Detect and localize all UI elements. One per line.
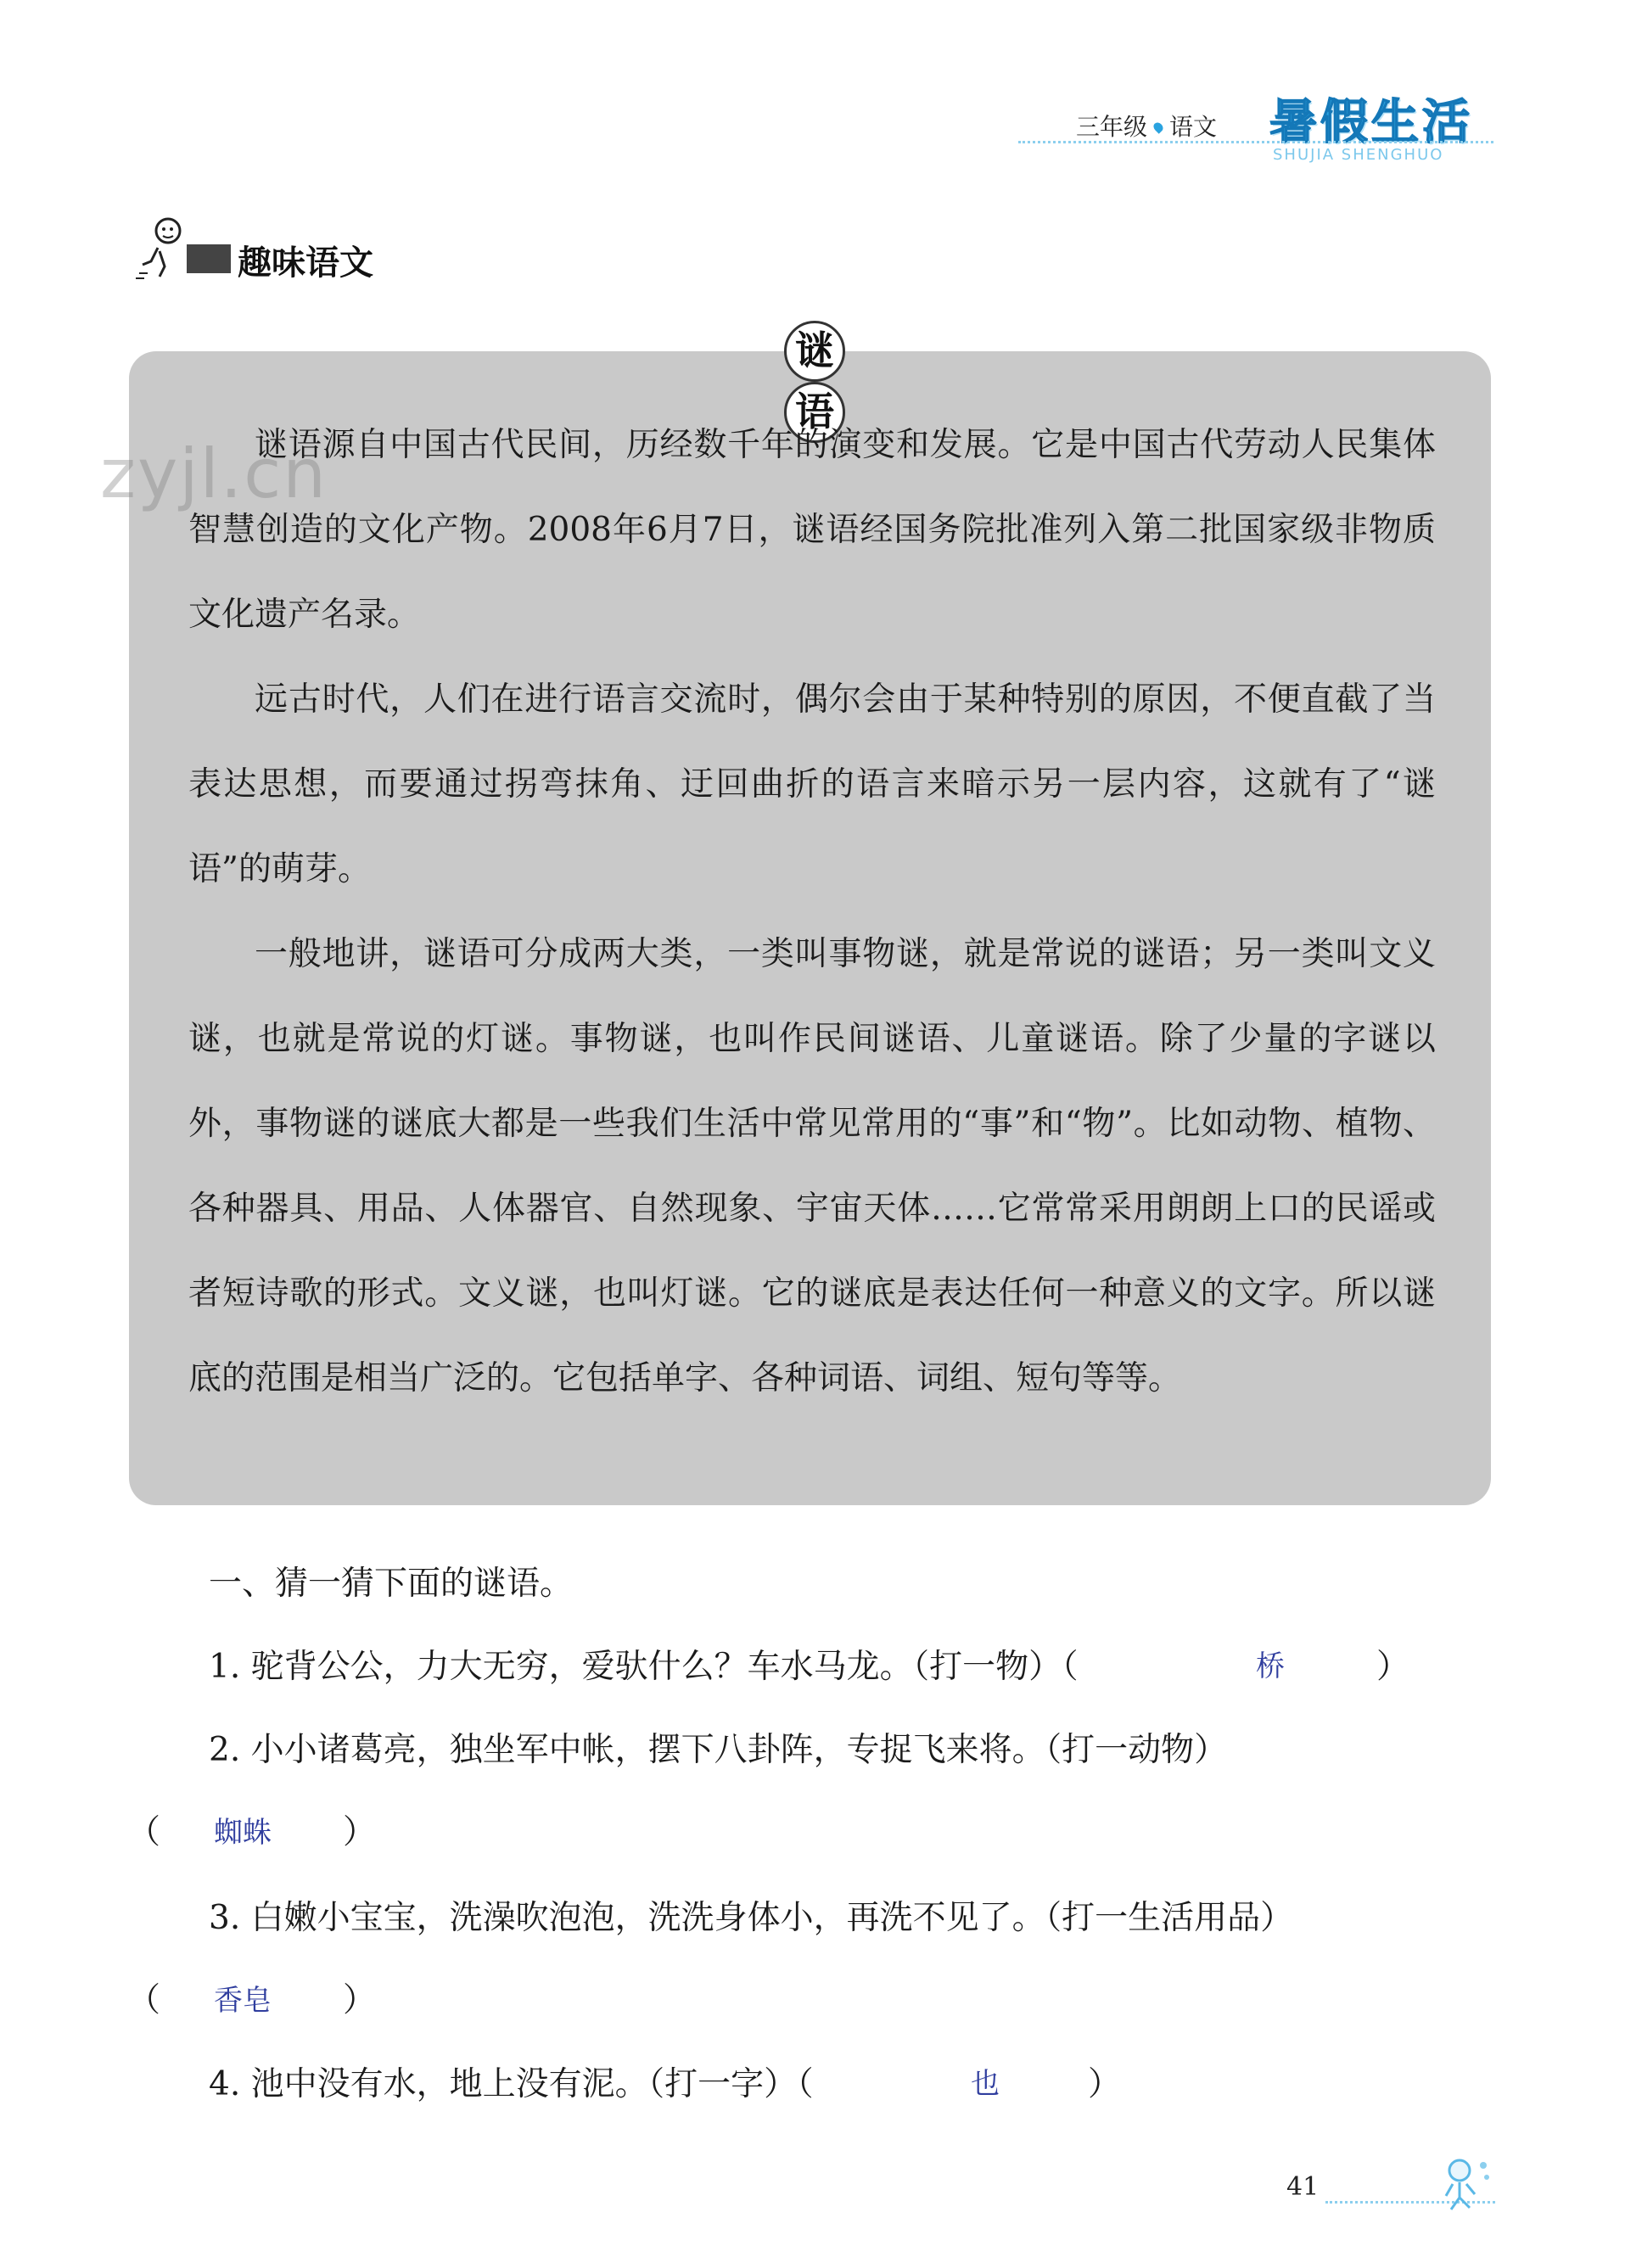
riddle-2-close-paren: ）: [343, 1813, 377, 1851]
riddle-1: [209, 1640, 1079, 1688]
riddle-1-answer: 桥: [1256, 1649, 1285, 1683]
subject-label: 语文: [1169, 113, 1218, 141]
section-bar: [187, 244, 231, 273]
section-title: 趣味语文: [238, 244, 373, 283]
riddle-2-text: 2. 小小诸葛亮，独坐军中帐，摆下八卦阵，专捉飞来将。（打一动物）: [209, 1731, 1228, 1769]
riddle-4-close-paren: ）: [1088, 2065, 1122, 2103]
riddle-3-open-paren: （: [127, 1981, 161, 2019]
riddle-1-close-paren: ）: [1376, 1648, 1410, 1686]
riddle-3-answer: 香皂: [214, 1984, 272, 2018]
article-paragraph-3: 一般地讲，谜语可分成两大类，一类叫事物谜，就是常说的谜语；另一类叫文义谜，也就是常说的灯谜。事物谜，也叫作民间谜语、儿童谜语。除了少量的字谜以外，事物谜的谜底大都是一些我们生活中常见常用的“事”和“物”。比如动物、植物、各种器具、用品、人体器官、自然现象、宇宙天体……它常常采用朗朗上口的民谣或者短诗歌的形式。文义谜，也叫灯谜。它的谜底是表达任何一种意义的文字。所以谜底的范围是相当广泛的。它包括单字、各种词语、词组、短句等等。: [188, 935, 1436, 1397]
riddle-4-answer: 也: [971, 2067, 1000, 2101]
page-number: 41: [1286, 2172, 1320, 2202]
riddle-4-text: 4. 池中没有水，地上没有泥。（打一字）（: [209, 2065, 814, 2103]
riddle-3-close-paren: ）: [343, 1981, 377, 2019]
header-grade-subject: [1076, 109, 1217, 143]
article-paragraph-1: 谜语源自中国古代民间，历经数千年的演变和发展。它是中国古代劳动人民集体智慧创造的文化产物。2008年6月7日，谜语经国务院批准列入第二批国家级非物质文化遗产名录。: [188, 426, 1436, 634]
grade-label: 三年级: [1076, 113, 1148, 141]
book-logo: 暑假生活: [1269, 95, 1473, 150]
article-title-char-2: 语: [784, 382, 845, 443]
article-title-char-1: 谜: [784, 321, 845, 382]
riddle-2-open-paren: （: [127, 1813, 161, 1851]
exercise-heading: 一、猜一猜下面的谜语。: [209, 1565, 574, 1603]
pin-icon: [1152, 120, 1165, 134]
article-paragraph-2: 远古时代，人们在进行语言交流时，偶尔会由于某种特别的原因，不便直截了当表达思想，而要通过拐弯抹角、迂回曲折的语言来暗示另一层内容，这就有了“谜语”的萌芽。: [188, 680, 1436, 888]
riddle-2-answer: 蜘蛛: [214, 1816, 272, 1850]
book-logo-pinyin: SHUJIA SHENGHUO: [1273, 146, 1444, 164]
watermark: zyjl.cn: [100, 434, 328, 513]
riddle-1-text: 1. 驼背公公，力大无穷，爱驮什么？车水马龙。（打一物）（: [209, 1648, 1079, 1686]
riddle-3-text: 3. 白嫩小宝宝，洗澡吹泡泡，洗洗身体小，再洗不见了。（打一生活用品）: [209, 1899, 1294, 1937]
header-divider: [1018, 141, 1493, 143]
kid-footer-icon: [1434, 2155, 1493, 2218]
running-kid-icon: [134, 214, 193, 285]
